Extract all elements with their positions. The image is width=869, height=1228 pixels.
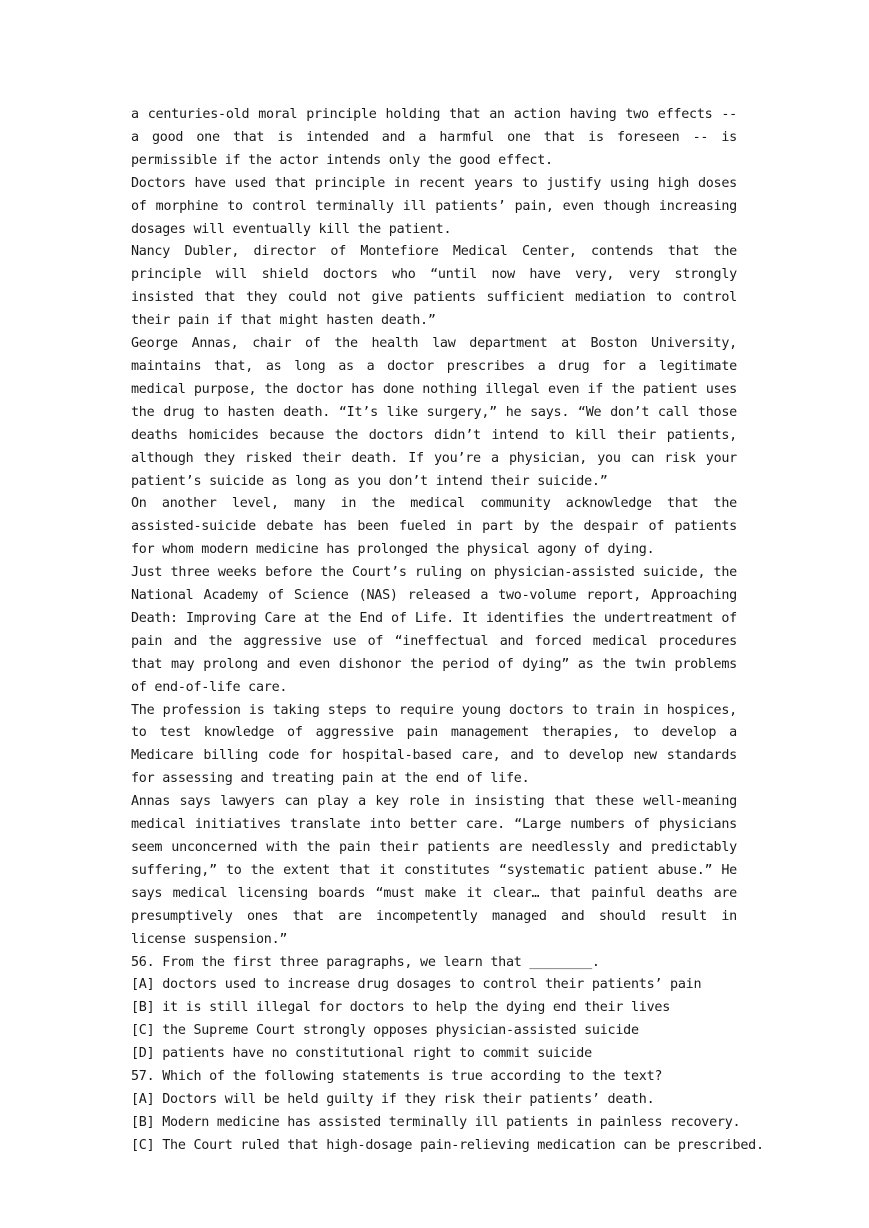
option-a: [A] doctors used to increase drug dosages to control their patients’ pain <box>131 977 702 993</box>
paragraph-another-level: On another level, many in the medical community acknowledge that the assisted-suicide debate has been fueled in part by the despair of patients for whom modern medicine has prolonged the physical agony of dying. <box>131 496 737 558</box>
paragraph-nas-report: Just three weeks before the Court’s ruling on physician-assisted suicide, the National Academy of Science (NAS) released a two-volume report, Approaching Death: Improving Care at the End of Life. It identifies the undertreatment of pain and the aggressive use of “ineffectual and forced medical procedures that may prolong and even dishonor the period of dying” as the twin problems of end-of-life care. <box>131 565 737 695</box>
paragraph-profession-steps: The profession is taking steps to require young doctors to train in hospices, to test knowledge of aggressive pain management therapies, to develop a Medicare billing code for hospital-based care, and to develop new standards for assessing and treating pain at the end of life. <box>131 702 737 787</box>
paragraph-morphine: Doctors have used that principle in recent years to justify using high doses of morphine to control terminally ill patients’ pain, even though increasing dosages will eventually kill the patient. <box>131 175 737 237</box>
question-stem: 56. From the first three paragraphs, we learn that ________. <box>131 954 600 970</box>
question-56 <box>131 952 737 1067</box>
question-57 <box>131 1066 764 1158</box>
option-c: [C] The Court ruled that high-dosage pain-relieving medication can be prescribed. <box>131 1137 764 1153</box>
option-a: [A] Doctors will be held guilty if they risk their patients’ death. <box>131 1091 655 1107</box>
option-b: [B] it is still illegal for doctors to help the dying end their lives <box>131 1000 671 1016</box>
document-page <box>131 104 764 1158</box>
option-c: [C] the Supreme Court strongly opposes physician-assisted suicide <box>131 1023 639 1039</box>
paragraph-annas: George Annas, chair of the health law department at Boston University, maintains that, as long as a doctor prescribes a drug for a legitimate medical purpose, the doctor has done nothing illegal even if the patient uses the drug to hasten death. “It’s like surgery,” he says. “We don’t call those deaths homicides because the doctors didn’t intend to kill their patients, although they risked their death. If you’re a physician, you can risk your patient’s suicide as long as you don’t intend their suicide.” <box>131 336 737 489</box>
option-d: [D] patients have no constitutional right to commit suicide <box>131 1046 592 1062</box>
option-b: [B] Modern medicine has assisted terminally ill patients in painless recovery. <box>131 1114 741 1130</box>
paragraph-lawyers-role: Annas says lawyers can play a key role in insisting that these well-meaning medical initiatives translate into better care. “Large numbers of physicians seem unconcerned with the pain their patients are needlessly and predictably suffering,” to the extent that it constitutes “systematic patient abuse.” He says medical licensing boards “must make it clear… that painful deaths are presumptively ones that are incompetently managed and should result in license suspension.” <box>131 794 737 947</box>
paragraph-dubler: Nancy Dubler, director of Montefiore Medical Center, contends that the principle will shield doctors who “until now have very, very strongly insisted that they could not give patients sufficient mediation to control their pain if that might hasten death.” <box>131 244 737 329</box>
question-stem: 57. Which of the following statements is true according to the text? <box>131 1069 663 1085</box>
paragraph-double-effect: a centuries-old moral principle holding that an action having two effects -- a good one that is intended and a harmful one that is foreseen -- is permissible if the actor intends only the good effect. <box>131 107 737 168</box>
